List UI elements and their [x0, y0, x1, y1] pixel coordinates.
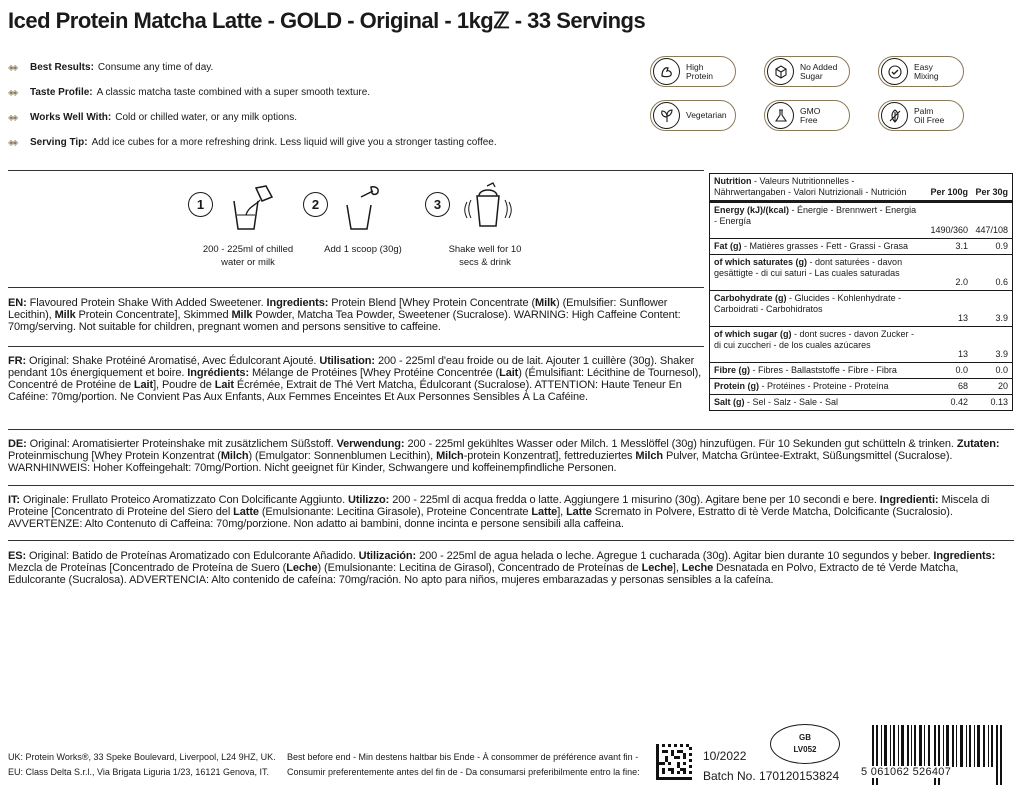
info-text: Cold or chilled water, or any milk options. — [115, 112, 297, 123]
info-label: Serving Tip: — [30, 137, 88, 148]
label-text-bold-run: Leche — [641, 562, 673, 574]
nutrient-name: Carbohydrate (g) — [714, 293, 787, 303]
nutrient-translations: - dont sucres - davon Zucker - di cui zuccheri - de los cuales azúcares — [714, 329, 915, 350]
label-text-bold-run: FR: — [8, 355, 27, 367]
label-text-bold-run: Leche — [286, 562, 318, 574]
nutrition-row-fat — [710, 239, 1012, 255]
nutrient-name: Fat (g) — [714, 241, 742, 251]
label-text-bold-run: Latte — [531, 506, 558, 518]
feature-badges — [650, 56, 990, 131]
label-text-run: ], — [557, 506, 567, 518]
label-text-bold-run: Milch — [635, 450, 663, 462]
label-text-run: ], Poudre de — [153, 379, 215, 391]
label-text-bold-run: Verwendung: — [336, 438, 405, 450]
step-number: 3 — [425, 192, 450, 217]
label-text-run: 200 - 225ml di acqua fredda o latte. Aggiungere 1 misurino (30g). Agitare bene per 10 secondi e bere. — [389, 494, 880, 506]
badge-line2: Protein — [686, 70, 713, 81]
badge-line1: GMO — [800, 105, 821, 116]
label-text-run: Flavoured Protein Shake With Added Sweetener. — [26, 297, 267, 309]
nutrient-translations: - Sel - Salz - Sale - Sal — [744, 397, 839, 407]
best-before-notice — [287, 750, 640, 780]
label-text-run: Original: Shake Protéiné Aromatisé, Avec Édulcorant Ajouté. — [26, 355, 320, 367]
label-text-bold-run: IT: — [8, 494, 20, 506]
value-per-100g: 1490/360 — [930, 225, 968, 235]
value-per-30g: 0.13 — [990, 397, 1008, 407]
label-text-bold-run: Utilización: — [358, 550, 417, 562]
label-text-run: ) (Emulgator: Sonnenblumen Lecithin), — [248, 450, 437, 462]
label-text-run: Protein Blend [Whey Protein Concentrate ( — [328, 297, 536, 309]
nutrition-title: Nutrition — [714, 176, 752, 186]
value-per-30g: 447/108 — [975, 225, 1008, 235]
nutrient-name: Protein (g) — [714, 381, 759, 391]
nutrient-name: Energy (kJ)/(kcal) — [714, 205, 790, 215]
info-row-best-results — [8, 55, 608, 80]
info-row-taste-profile — [8, 80, 608, 105]
label-text-es — [8, 550, 1014, 586]
value-per-100g: 0.42 — [950, 397, 968, 407]
flask-icon — [767, 102, 794, 129]
divider — [8, 485, 1014, 486]
col-per-100g: Per 100g — [930, 187, 968, 197]
value-per-100g: 68 — [957, 381, 968, 391]
info-text: Consume any time of day. — [97, 62, 214, 73]
label-text-de — [8, 438, 1014, 474]
step-text-line1: 200 - 225ml of chilled — [202, 244, 294, 255]
value-per-100g: 2.0 — [955, 277, 968, 287]
label-text-run: Originale: Frullato Proteico Aromatizzato Con Dolcificante Aggiunto. — [19, 494, 348, 506]
value-per-100g: 0.0 — [955, 365, 968, 375]
label-text-run: 200 - 225ml d'eau froide ou de lait. Ajouter 1 cuillère (30g). Shaker pendant 10s énergiquement et boire. — [8, 355, 695, 379]
label-text-run: Scremato in Polvere, Estratto di tè Verde Matcha, Dolcificante (Sucralosio). AVVERTENZE: Alto Contenuto di Caffeina: 70mg/porzione. Non adatto ai bambini, donne incinta e persone sensibili alla caffeina. — [8, 506, 953, 530]
info-label: Best Results: — [30, 62, 94, 73]
value-per-100g: 3.1 — [955, 241, 968, 251]
uk-address: UK: Protein Works®, 33 Speke Boulevard, Liverpool, L24 9HZ, UK. — [8, 752, 276, 762]
label-text-bold-run: Milch — [220, 450, 249, 462]
badge-line2: Mixing — [914, 70, 939, 81]
label-text-it — [8, 494, 1014, 530]
label-text-run: ) (Émulsifiant: Lécithine de Tournesol), Concentré de Protéine de — [8, 367, 702, 391]
label-text-bold-run: Latte — [233, 506, 259, 518]
nutrient-name: Fibre (g) — [714, 365, 750, 375]
value-per-30g: 3.9 — [995, 349, 1008, 359]
badge-high-protein — [650, 56, 736, 87]
scoop-icon — [341, 185, 391, 230]
diamond-bullet-icon: ◈◈ — [8, 63, 17, 72]
product-title: Iced Protein Matcha Latte - GOLD - Original - 1kgℤ - 33 Servings — [8, 8, 646, 33]
value-per-30g: 0.6 — [995, 277, 1008, 287]
label-text-run: -protein Konzentrat], fettreduziertes — [463, 450, 636, 462]
divider — [8, 170, 704, 171]
label-text-fr — [8, 355, 704, 403]
label-text-run: Original: Aromatisierter Proteinshake mit zusätzlichem Süßstoff. — [26, 438, 337, 450]
label-text-bold-run: Lait — [499, 367, 519, 379]
diamond-bullet-icon: ◈◈ — [8, 88, 17, 97]
nutrient-translations: - Fibres - Ballaststoffe - Fibre - Fibra — [750, 365, 897, 375]
label-text-run: Écrémée, Extrait de Thé Vert Matcha, Édulcorant (Sucralose). ATTENTION: Haute Teneur En Caféine: 70mg/portion. Ne Convient Pas Aux Enfants, Aux Femmes Enceintes Et Aux Personnes Sensibles À La Caféine. — [8, 379, 682, 403]
info-text: Add ice cubes for a more refreshing drink. Less liquid will give you a stronger tasting coffee. — [91, 137, 497, 148]
nutrition-row-carbohydrate — [710, 291, 1012, 327]
label-text-bold-run: ES: — [8, 550, 27, 562]
info-label: Taste Profile: — [30, 87, 93, 98]
label-text-bold-run: Ingredients: — [933, 550, 996, 562]
badge-line1: High — [686, 61, 704, 72]
badge-gmo-free — [764, 100, 850, 131]
nutrition-row-energy — [710, 203, 1012, 239]
label-text-bold-run: Utilizzo: — [347, 494, 390, 506]
step-text-line2: water or milk — [221, 257, 275, 268]
label-text-bold-run: Zutaten: — [956, 438, 1000, 450]
badge-line2: Free — [800, 114, 818, 125]
nutrition-row-salt — [710, 395, 1012, 410]
health-mark-country: GB — [799, 733, 811, 742]
badge-no-added-sugar — [764, 56, 850, 87]
nutrition-row-protein — [710, 379, 1012, 395]
label-text-run: Desnatada en Polvo, Extracto de té Verde Matcha, Edulcorante (Sucralosa). ADVERTENCIA: Alto contenido de cafeína: 70mg/ración. No apto para niños, mujeres embarazadas y personas sensibles a la cafeína. — [8, 562, 959, 586]
label-text-bold-run: Lait — [133, 379, 154, 391]
preparation-steps — [185, 185, 545, 275]
best-before-line2: Consumir preferentemente antes del fin de - Da consumarsi preferibilmente entro la fine: — [287, 767, 640, 777]
label-text-run: Mélange de Protéines [Whey Protéine Concentrée ( — [249, 367, 500, 379]
diamond-bullet-icon: ◈◈ — [8, 113, 17, 122]
value-per-30g: 0.0 — [995, 365, 1008, 375]
label-text-bold-run: Milk — [231, 309, 253, 321]
label-text-bold-run: DE: — [8, 438, 27, 450]
label-text-bold-run: Utilisation: — [319, 355, 375, 367]
info-text: A classic matcha taste combined with a super smooth texture. — [96, 87, 371, 98]
nutrition-table — [709, 173, 1013, 411]
badge-line1: Vegetarian — [686, 110, 727, 120]
data-matrix-code-icon — [656, 744, 692, 780]
label-text-run: ], — [672, 562, 682, 574]
label-text-run: 200 - 225ml gekühltes Wasser oder Milch. 1 Messlöffel (30g) hinzufügen. Für 10 Sekunden gut schütteln & trinken. — [404, 438, 957, 450]
nutrient-name: of which saturates (g) — [714, 257, 808, 267]
nutrient-name: Salt (g) — [714, 397, 745, 407]
value-per-100g: 13 — [957, 313, 968, 323]
label-text-en — [8, 297, 704, 333]
batch-number: Batch No. 170120153824 — [703, 769, 840, 783]
nutrient-translations: - Matières grasses - Fett - Grassi - Grasa — [741, 241, 909, 251]
leaf-icon — [653, 102, 680, 129]
label-text-bold-run: Leche — [681, 562, 714, 574]
step-text-line2: secs & drink — [459, 257, 511, 268]
best-before-date: 10/2022 — [703, 749, 747, 763]
diamond-bullet-icon: ◈◈ — [8, 138, 17, 147]
pour-liquid-icon — [226, 185, 276, 230]
divider — [8, 346, 704, 347]
label-text-run: Miscela di Proteine [Concentrato di Proteine del Siero del — [8, 494, 990, 518]
nutrition-subtitle: - Valeurs Nutritionnelles - Nährwertangaben - Valori Nutrizionali - Nutrición — [714, 176, 907, 197]
value-per-30g: 3.9 — [995, 313, 1008, 323]
barcode-number: 5 061062 526407 — [861, 766, 952, 778]
sugar-cube-icon — [767, 58, 794, 85]
label-text-bold-run: EN: — [8, 297, 27, 309]
shaker-icon — [463, 177, 513, 232]
divider — [8, 429, 1014, 430]
value-per-30g: 20 — [997, 381, 1008, 391]
nutrient-translations: - dont saturées - davon gesättigte - di cui saturi - Las cuales saturadas — [714, 257, 903, 278]
divider — [8, 540, 1014, 541]
nutrition-row-saturates — [710, 255, 1012, 291]
label-text-run: ) (Emulsionante: Lecitina de Girasol), Concentrado de Proteínas de — [317, 562, 642, 574]
badge-line1: No Added — [800, 61, 838, 72]
nutrient-translations: - Glucides - Kohlenhydrate - Carboidrati - Carbohidratos — [714, 293, 902, 314]
info-row-serving-tip — [8, 130, 608, 155]
palm-leaf-icon — [881, 102, 908, 129]
value-per-100g: 13 — [957, 349, 968, 359]
step-text-line1: Shake well for 10 — [448, 244, 522, 255]
nutrient-translations: - Énergie - Brennwert - Energia - Energía — [714, 205, 917, 226]
label-text-bold-run: Ingrédients: — [187, 367, 250, 379]
label-text-run: Original: Batido de Proteínas Aromatizado con Edulcorante Añadido. — [26, 550, 359, 562]
label-text-bold-run: Milch — [436, 450, 464, 462]
label-text-bold-run: Ingredienti: — [879, 494, 939, 506]
nutrition-header — [710, 174, 1012, 203]
badge-line1: Palm — [914, 105, 934, 116]
nutrition-row-fibre — [710, 363, 1012, 379]
divider — [8, 287, 704, 288]
badge-line2: Oil Free — [914, 114, 945, 125]
best-before-line1: Best before end - Min destens haltbar bis Ende - À consommer de préférence avant fin - — [287, 752, 639, 762]
label-text-bold-run: Ingredients: — [266, 297, 329, 309]
step-text-line1: Add 1 scoop (30g) — [324, 244, 402, 255]
label-text-run: Pulver, Matcha Grüntee-Extrakt, Süßungsmittel (Sucralose). WARNHINWEIS: Hoher Koffeingehalt: 70mg/Portion. Nicht geeignet für Kinder, Schwangere und koffeinempfindliche Personen. — [8, 450, 953, 474]
label-text-bold-run: Latte — [566, 506, 592, 518]
value-per-30g: 0.9 — [995, 241, 1008, 251]
health-mark-oval — [770, 724, 840, 764]
label-text-run: Mezcla de Proteínas [Concentrado de Proteína de Suero ( — [8, 562, 287, 574]
col-per-30g: Per 30g — [975, 187, 1008, 197]
label-text-run: Proteinmischung [Whey Protein Konzentrat ( — [8, 450, 221, 462]
badge-line2: Sugar — [800, 70, 823, 81]
badge-vegetarian — [650, 100, 736, 131]
badge-palm-oil-free — [878, 100, 964, 131]
info-row-works-well-with — [8, 105, 608, 130]
bicep-icon — [653, 58, 680, 85]
label-text-bold-run: Milk — [54, 309, 76, 321]
label-text-run: (Emulsionante: Lecitina Girasole), Proteine Concentrate — [258, 506, 532, 518]
label-text-run: 200 - 225ml de agua helada o leche. Agregue 1 cucharada (30g). Agitar bien durante 10 segundos y beber. — [416, 550, 934, 562]
label-text-run: ) (Emulsifier: Sunflower Lecithin), — [8, 297, 668, 321]
label-text-bold-run: Milk — [535, 297, 557, 309]
nutrient-translations: - Protéines - Proteine - Proteína — [759, 381, 889, 391]
badge-line1: Easy — [914, 61, 933, 72]
usage-info-list — [8, 55, 608, 155]
company-addresses — [8, 750, 276, 780]
check-icon — [881, 58, 908, 85]
label-text-run: Protein Concentrate], Skimmed — [75, 309, 232, 321]
nutrient-name: of which sugar (g) — [714, 329, 792, 339]
label-text-bold-run: Lait — [214, 379, 234, 391]
step-number: 2 — [303, 192, 328, 217]
info-label: Works Well With: — [30, 112, 112, 123]
step-number: 1 — [188, 192, 213, 217]
nutrition-row-sugar — [710, 327, 1012, 363]
badge-easy-mixing — [878, 56, 964, 87]
health-mark-code: LV052 — [793, 745, 817, 754]
eu-address: EU: Class Delta S.r.l., Via Brigata Liguria 1/23, 16121 Genova, IT. — [8, 767, 269, 777]
label-text-run: Powder, Matcha Tea Powder, Sweetener (Sucralose). WARNING: High Caffeine Content: 70mg/serving. Not suitable for children, pregnant women and persons sensitive to caffeine. — [8, 309, 681, 333]
